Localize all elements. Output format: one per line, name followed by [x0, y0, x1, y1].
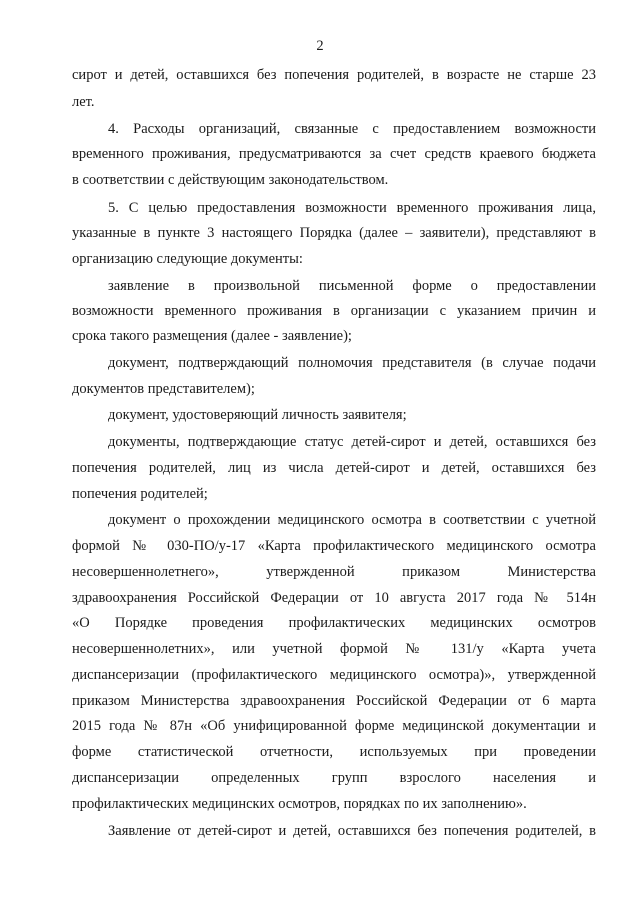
text-line: документ о прохождении медицинского осмотра в соответствии с учетной	[108, 512, 596, 528]
text-line: 5. С целью предоставления возможности временного проживания лица,	[108, 200, 596, 216]
text-line: диспансеризации определенных групп взрослого населения и	[72, 770, 596, 786]
text-line: 4. Расходы организаций, связанные с предоставлением возможности	[108, 121, 596, 137]
text-line: сирот и детей, оставшихся без попечения родителей, в возрасте не старше 23	[72, 67, 596, 83]
text-line: возможности временного проживания в организации с указанием причин и	[72, 303, 596, 319]
text-line: попечения родителей;	[72, 486, 208, 502]
text-line: профилактических медицинских осмотров, порядках по их заполнению».	[72, 796, 527, 812]
text-line: попечения родителей, лиц из числа детей-сирот и детей, оставшихся без	[72, 460, 596, 476]
text-line: лет.	[72, 94, 95, 110]
text-line: приказом Министерства здравоохранения Российской Федерации от 6 марта	[72, 693, 596, 709]
text-line: диспансеризации (профилактического медицинского осмотра)», утвержденной	[72, 667, 596, 683]
text-line: несовершеннолетних», или учетной формой № 131/у «Карта учета	[72, 641, 596, 657]
text-line: срока такого размещения (далее - заявление);	[72, 328, 352, 344]
text-line: Заявление от детей-сирот и детей, оставшихся без попечения родителей, в	[108, 823, 596, 839]
text-line: форме статистической отчетности, используемых при проведении	[72, 744, 596, 760]
text-line: несовершеннолетнего», утвержденной приказом Министерства	[72, 564, 596, 580]
page-number: 2	[316, 38, 324, 54]
text-line: в соответствии с действующим законодательством.	[72, 172, 389, 188]
text-line: формой № 030-ПО/у-17 «Карта профилактического медицинского осмотра	[72, 538, 596, 554]
text-line: здравоохранения Российской Федерации от 10 августа 2017 года № 514н	[72, 590, 596, 606]
text-line: документов представителем);	[72, 381, 255, 397]
text-line: заявление в произвольной письменной форме о предоставлении	[108, 278, 596, 294]
text-line: документ, подтверждающий полномочия представителя (в случае подачи	[108, 355, 596, 371]
text-line: временного проживания, предусматриваются за счет средств краевого бюджета	[72, 146, 596, 162]
text-line: 2015 года № 87н «Об унифицированной форме медицинской документации и	[72, 718, 596, 734]
text-line: документ, удостоверяющий личность заявителя;	[108, 407, 407, 423]
text-line: документы, подтверждающие статус детей-сирот и детей, оставшихся без	[108, 434, 596, 450]
text-line: организацию следующие документы:	[72, 251, 303, 267]
text-line: указанные в пункте 3 настоящего Порядка (далее – заявители), представляют в	[72, 225, 596, 241]
text-line: «О Порядке проведения профилактических медицинских осмотров	[72, 615, 596, 631]
